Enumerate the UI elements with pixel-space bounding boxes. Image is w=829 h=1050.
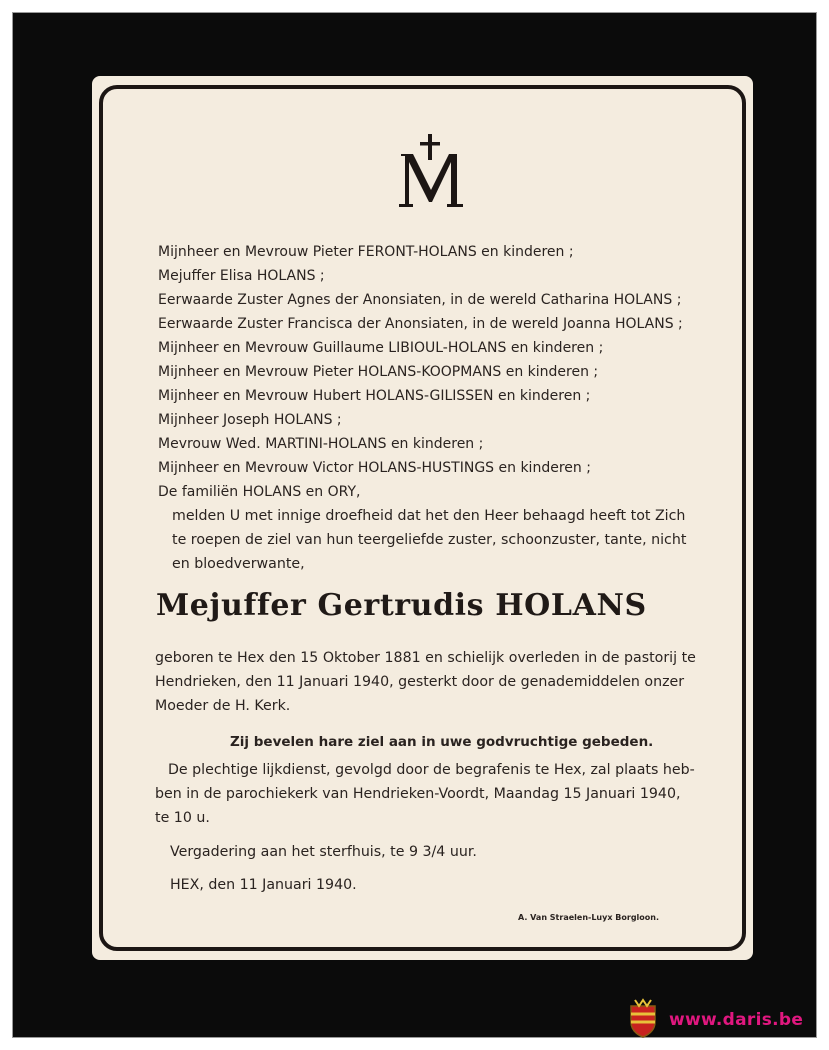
watermark-site: www.daris.be (669, 1010, 804, 1030)
mourner-line: Mejuffer Elisa HOLANS ; (158, 268, 325, 284)
gathering-note: Vergadering aan het sterfhuis, te 9 3/4 uur. (170, 844, 477, 860)
mourner-line: Mijnheer en Mevrouw Hubert HOLANS-GILISSEN en kinderen ; (158, 388, 591, 404)
intro-line: te roepen de ziel van hun teergeliefde zuster, schoonzuster, tante, nicht (172, 532, 687, 548)
watermark-logo (627, 998, 817, 1038)
mourner-line: Mevrouw Wed. MARTINI-HOLANS en kinderen ; (158, 436, 484, 452)
mourner-line: Mijnheer Joseph HOLANS ; (158, 412, 342, 428)
birth-death-line: Moeder de H. Kerk. (155, 698, 291, 714)
mourner-line: Mijnheer en Mevrouw Pieter HOLANS-KOOPMANS en kinderen ; (158, 364, 599, 380)
mourner-line: Mijnheer en Mevrouw Pieter FERONT-HOLANS en kinderen ; (158, 244, 574, 260)
funeral-line: te 10 u. (155, 810, 210, 826)
mourner-line: Eerwaarde Zuster Francisca der Anonsiaten, in de wereld Joanna HOLANS ; (158, 316, 683, 332)
mourner-line: Mijnheer en Mevrouw Guillaume LIBIOUL-HOLANS en kinderen ; (158, 340, 604, 356)
place-date: HEX, den 11 Januari 1940. (170, 877, 357, 893)
prayer-request: Zij bevelen hare ziel aan in uwe godvruchtige gebeden. (230, 734, 654, 750)
marian-monogram-icon (395, 132, 465, 212)
death-notice-card (92, 76, 753, 960)
intro-line: melden U met innige droefheid dat het den Heer behaagd heeft tot Zich (172, 508, 686, 524)
birth-death-line: geboren te Hex den 15 Oktober 1881 en schielijk overleden in de pastorij te (155, 650, 696, 666)
heraldic-crest-icon (627, 998, 659, 1038)
mourner-line: Mijnheer en Mevrouw Victor HOLANS-HUSTINGS en kinderen ; (158, 460, 591, 476)
funeral-line: De plechtige lijkdienst, gevolgd door de begrafenis te Hex, zal plaats heb- (168, 762, 695, 778)
printer-credit: A. Van Straelen-Luyx Borgloon. (518, 913, 660, 922)
mourner-line: De familiën HOLANS en ORY, (158, 484, 361, 500)
birth-death-line: Hendrieken, den 11 Januari 1940, gesterkt door de genademiddelen onzer (155, 674, 685, 690)
intro-line: en bloedverwante, (172, 556, 305, 572)
mourner-line: Eerwaarde Zuster Agnes der Anonsiaten, in de wereld Catharina HOLANS ; (158, 292, 682, 308)
deceased-name: Mejuffer Gertrudis HOLANS (156, 588, 647, 623)
funeral-line: ben in de parochiekerk van Hendrieken-Voordt, Maandag 15 Januari 1940, (155, 786, 681, 802)
